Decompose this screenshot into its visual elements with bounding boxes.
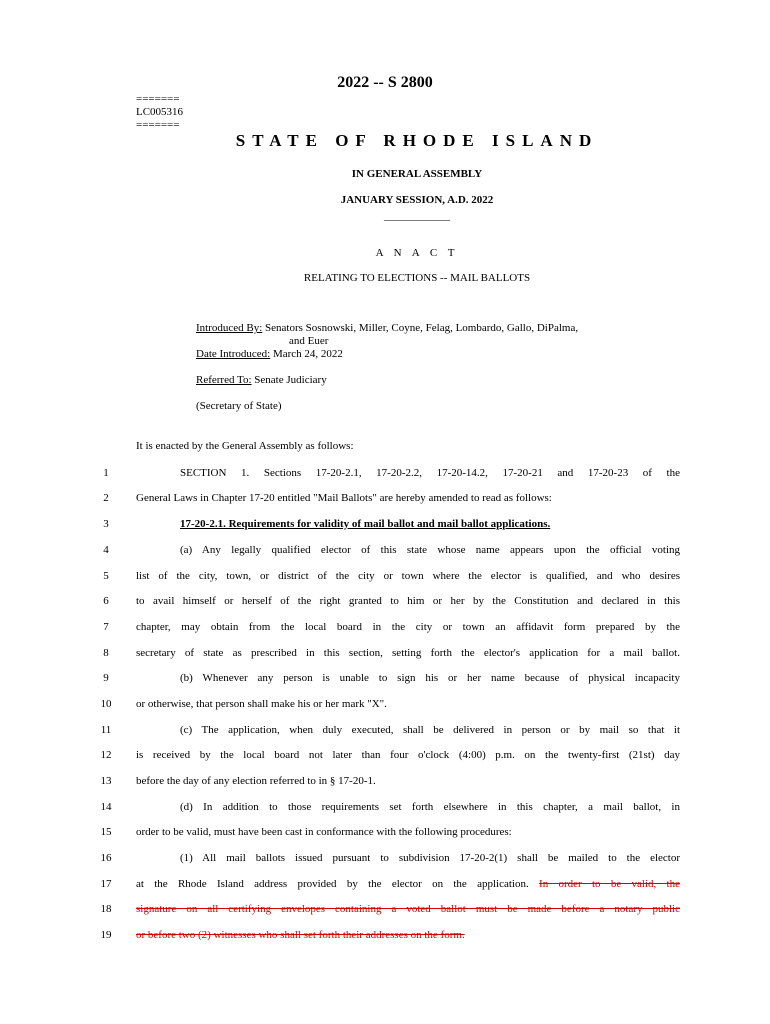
body-line: list of the city, town, or district of the city or town where the elector is qualified, and who desires bbox=[136, 570, 680, 582]
date-introduced-label: Date Introduced: bbox=[196, 348, 271, 360]
body-line: chapter, may obtain from the local board in the city or town an affidavit form prepared by the bbox=[136, 621, 680, 633]
deleted-text: or before two (2) witnesses who shall set forth their addresses on the form. bbox=[136, 929, 465, 941]
line-number: 9 bbox=[103, 672, 109, 684]
body-line bbox=[136, 878, 680, 890]
line-number: 2 bbox=[103, 492, 109, 504]
line-number: 18 bbox=[100, 903, 112, 915]
body-line: (d) In addition to those requirements set forth elsewhere in this chapter, a mail ballot, in bbox=[180, 801, 680, 813]
section-heading bbox=[136, 518, 680, 530]
body-line-text: at the Rhode Island address provided by the elector on the application. bbox=[136, 878, 529, 890]
session-heading: JANUARY SESSION, A.D. 2022 bbox=[340, 194, 494, 206]
body-line: is received by the local board not later than four o'clock (4:00) p.m. on the twenty-first (21st) day bbox=[136, 749, 680, 761]
date-introduced bbox=[196, 348, 343, 361]
introduced-by-cont: and Euer bbox=[289, 335, 329, 347]
introduced-by-value: Senators Sosnowski, Miller, Coyne, Felag, Lombardo, Gallo, DiPalma, bbox=[265, 322, 579, 334]
lc-code-block bbox=[136, 93, 183, 132]
body-line bbox=[136, 903, 680, 915]
body-line: before the day of any election referred to in § 17-20-1. bbox=[136, 775, 376, 787]
line-number: 8 bbox=[103, 647, 109, 659]
line-number: 13 bbox=[100, 775, 112, 787]
line-number: 3 bbox=[103, 518, 109, 530]
line-number: 5 bbox=[103, 570, 109, 582]
body-line: (1) All mail ballots issued pursuant to subdivision 17-20-2(1) shall be mailed to the elector bbox=[180, 852, 680, 864]
line-number: 12 bbox=[100, 749, 112, 761]
act-heading: A N A C T bbox=[375, 247, 459, 259]
line-number: 17 bbox=[100, 878, 112, 890]
act-subject: RELATING TO ELECTIONS -- MAIL BALLOTS bbox=[303, 272, 531, 284]
sponsor-department: (Secretary of State) bbox=[196, 400, 282, 412]
line-number: 10 bbox=[100, 698, 112, 710]
deleted-text: In order to be valid, the bbox=[539, 878, 680, 890]
lc-marker-bottom: ======= bbox=[136, 119, 180, 131]
body-line: secretary of state as prescribed in this section, setting forth the elector's application for a mail ballot. bbox=[136, 647, 680, 659]
body-line: to avail himself or herself of the right granted to him or her by the Constitution and declared in this bbox=[136, 595, 680, 607]
enacting-clause: It is enacted by the General Assembly as follows: bbox=[136, 440, 354, 452]
line-number: 4 bbox=[103, 544, 109, 556]
line-number: 15 bbox=[100, 826, 112, 838]
body-line: (b) Whenever any person is unable to sign his or her name because of physical incapacity bbox=[180, 672, 680, 684]
line-number: 7 bbox=[103, 621, 109, 633]
lc-marker-top: ======= bbox=[136, 93, 180, 105]
body-line: order to be valid, must have been cast in conformance with the following procedures: bbox=[136, 826, 512, 838]
assembly-heading: IN GENERAL ASSEMBLY bbox=[351, 168, 483, 180]
referred-to bbox=[196, 374, 327, 387]
referred-to-value: Senate Judiciary bbox=[254, 374, 327, 386]
line-number: 11 bbox=[100, 724, 112, 736]
deleted-text: signature on all certifying envelopes containing a voted ballot must be made before a notary public bbox=[136, 903, 680, 915]
body-line: (c) The application, when duly executed, shall be delivered in person or by mail so that it bbox=[180, 724, 680, 736]
line-number: 14 bbox=[100, 801, 112, 813]
body-line bbox=[136, 929, 680, 941]
referred-to-label: Referred To: bbox=[196, 374, 252, 386]
body-line: General Laws in Chapter 17-20 entitled "Mail Ballots" are hereby amended to read as follows: bbox=[136, 492, 552, 504]
line-number: 1 bbox=[103, 467, 109, 479]
body-line: (a) Any legally qualified elector of this state whose name appears upon the official voting bbox=[180, 544, 680, 556]
bill-number: 2022 -- S 2800 bbox=[337, 74, 433, 91]
heading-divider: ____________ bbox=[384, 210, 450, 222]
state-title: STATE OF RHODE ISLAND bbox=[235, 131, 599, 150]
date-introduced-value: March 24, 2022 bbox=[272, 348, 343, 360]
body-line: or otherwise, that person shall make his or her mark "X". bbox=[136, 698, 387, 710]
line-number: 19 bbox=[100, 929, 112, 941]
line-number: 16 bbox=[100, 852, 112, 864]
lc-code: LC005316 bbox=[136, 106, 184, 118]
introduced-by-label: Introduced By: bbox=[196, 322, 263, 334]
introduced-by bbox=[196, 322, 578, 335]
body-line: SECTION 1. Sections 17-20-2.1, 17-20-2.2, 17-20-14.2, 17-20-21 and 17-20-23 of the bbox=[180, 467, 680, 479]
line-number: 6 bbox=[103, 595, 109, 607]
section-heading-text: 17-20-2.1. Requirements for validity of mail ballot and mail ballot applications. bbox=[180, 518, 551, 530]
